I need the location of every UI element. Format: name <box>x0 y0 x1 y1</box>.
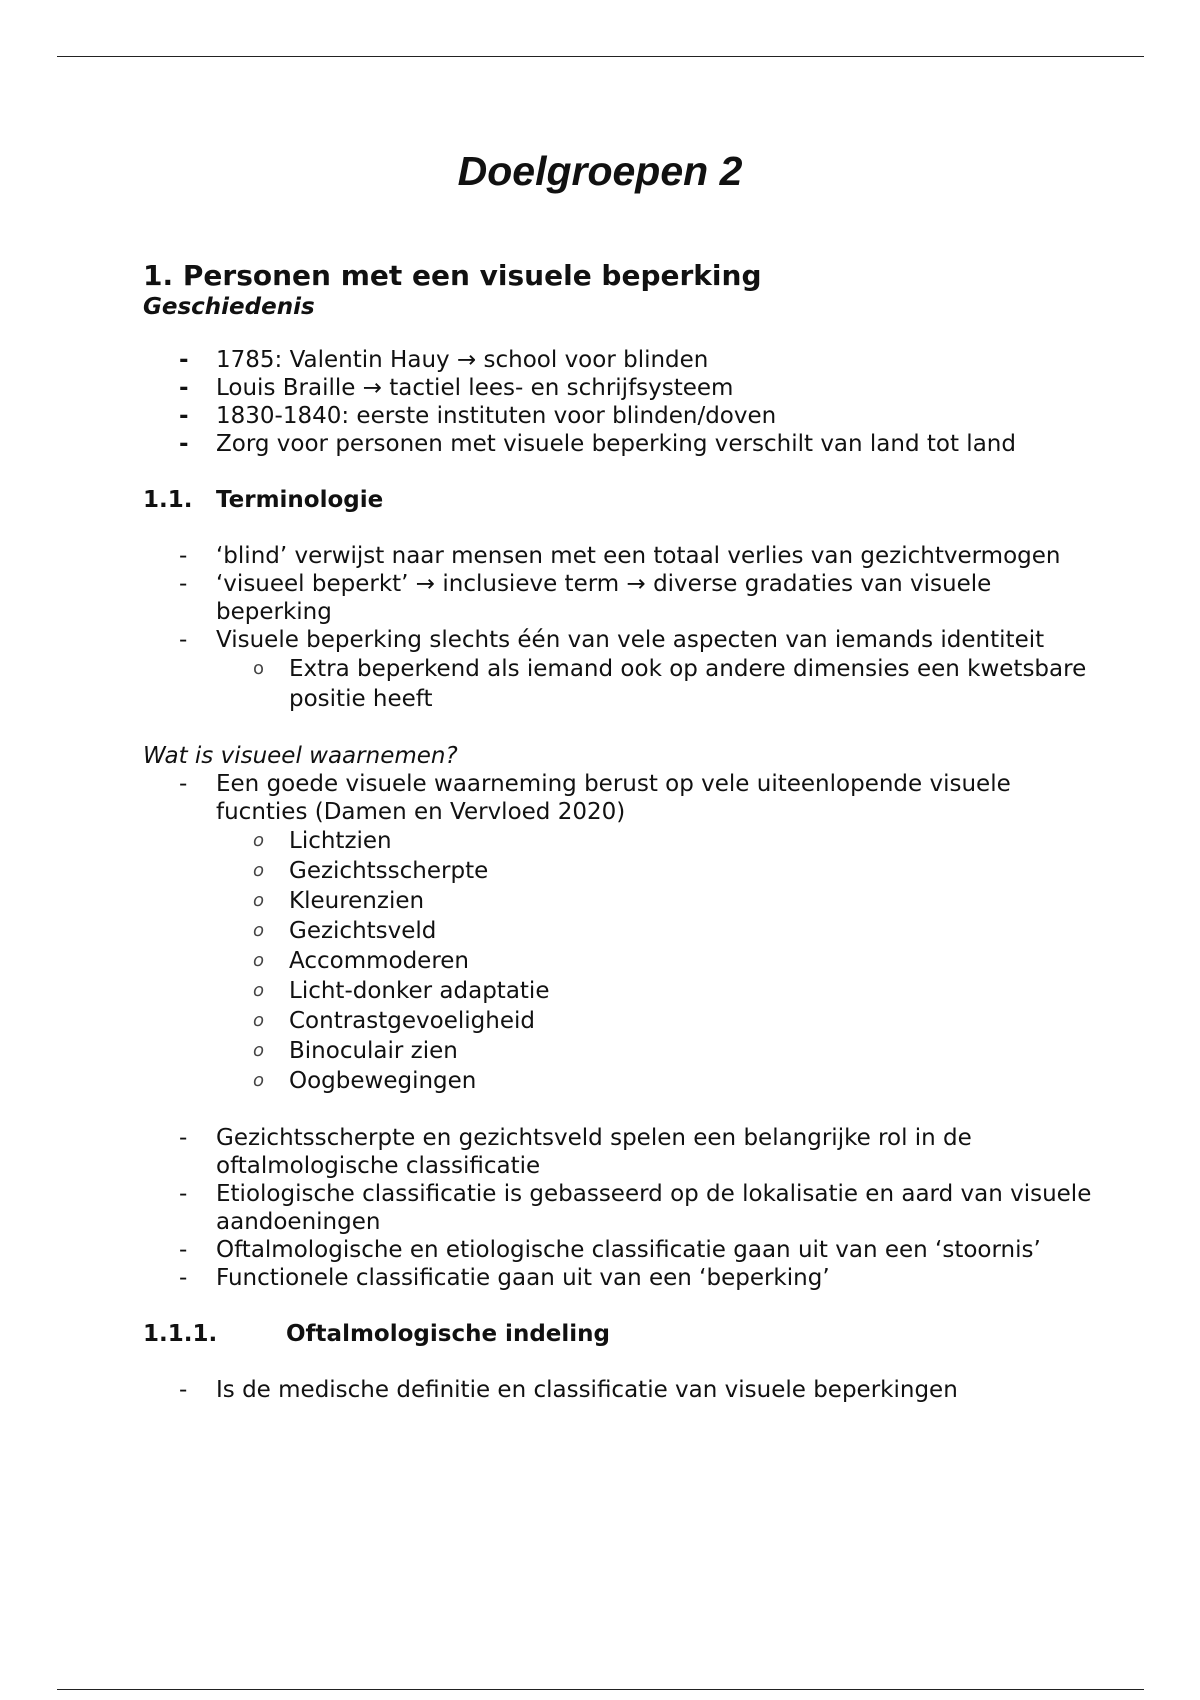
classification-list <box>143 1124 1103 1292</box>
list-item: o Contrastgevoeligheid <box>253 1008 535 1034</box>
section-1-1-heading <box>143 486 1103 514</box>
list-item: - Functionele classificatie gaan uit van een ‘beperking’ <box>179 1265 830 1291</box>
document-title: Doelgroepen 2 <box>457 148 743 194</box>
list-item: - ‘visueel beperkt’ → inclusieve term → diverse gradaties van visuele beperking <box>179 571 992 625</box>
header-rule <box>57 56 1144 57</box>
section-title: Oftalmologische indeling <box>286 1321 610 1347</box>
section-1-subheading: Geschiedenis <box>143 294 315 320</box>
perception-list <box>143 770 1103 826</box>
footer-rule <box>57 1689 1144 1690</box>
list-item: - Visuele beperking slechts één van vele aspecten van iemands identiteit <box>179 627 1045 653</box>
list-item: o Kleurenzien <box>253 888 425 914</box>
list-item: - Een goede visuele waarneming berust op vele uiteenlopende visuele fucnties (Damen en Vervloed 2020) <box>179 771 1011 825</box>
terminology-list <box>143 542 1103 654</box>
list-item: o Gezichtsscherpte <box>253 858 489 884</box>
list-item: - 1785: Valentin Hauy → school voor blinden <box>179 347 709 373</box>
terminology-sublist <box>143 654 1103 714</box>
list-item: - Gezichtsscherpte en gezichtsveld spelen een belangrijke rol in de oftalmologische classificatie <box>179 1125 972 1179</box>
list-item: - Zorg voor personen met visuele beperking verschilt van land tot land <box>179 431 1016 457</box>
section-title: Terminologie <box>216 487 384 513</box>
section-1-1-1-heading <box>143 1320 1103 1348</box>
section-number: 1.1.1. <box>143 1321 218 1347</box>
list-item: - Is de medische definitie en classificatie van visuele beperkingen <box>179 1377 958 1403</box>
list-item: o Licht-donker adaptatie <box>253 978 550 1004</box>
list-item: - 1830-1840: eerste instituten voor blinden/doven <box>179 403 777 429</box>
list-item: o Binoculair zien <box>253 1038 458 1064</box>
list-item: - Louis Braille → tactiel lees- en schrijfsysteem <box>179 375 734 401</box>
list-item: - Oftalmologische en etiologische classificatie gaan uit van een ‘stoornis’ <box>179 1237 1041 1263</box>
list-item: o Accommoderen <box>253 948 470 974</box>
section-1-heading: 1. Personen met een visuele beperking <box>143 259 762 292</box>
list-item: - ‘blind’ verwijst naar mensen met een totaal verlies van gezichtvermogen <box>179 543 1061 569</box>
visual-functions-list <box>143 826 1103 1096</box>
list-item: o Oogbewegingen <box>253 1068 477 1094</box>
history-list <box>143 346 1103 458</box>
ophthalmology-list <box>143 1376 1103 1404</box>
list-item: o Extra beperkend als iemand ook op andere dimensies een kwetsbare positie heeft <box>253 656 1087 712</box>
list-item: o Gezichtsveld <box>253 918 437 944</box>
list-item: - Etiologische classificatie is gebasseerd op de lokalisatie en aard van visuele aandoeningen <box>179 1181 1092 1235</box>
list-item: o Lichtzien <box>253 828 392 854</box>
document-body <box>143 259 1103 1404</box>
section-number: 1.1. <box>143 487 193 513</box>
question-heading: Wat is visueel waarnemen? <box>143 743 458 769</box>
